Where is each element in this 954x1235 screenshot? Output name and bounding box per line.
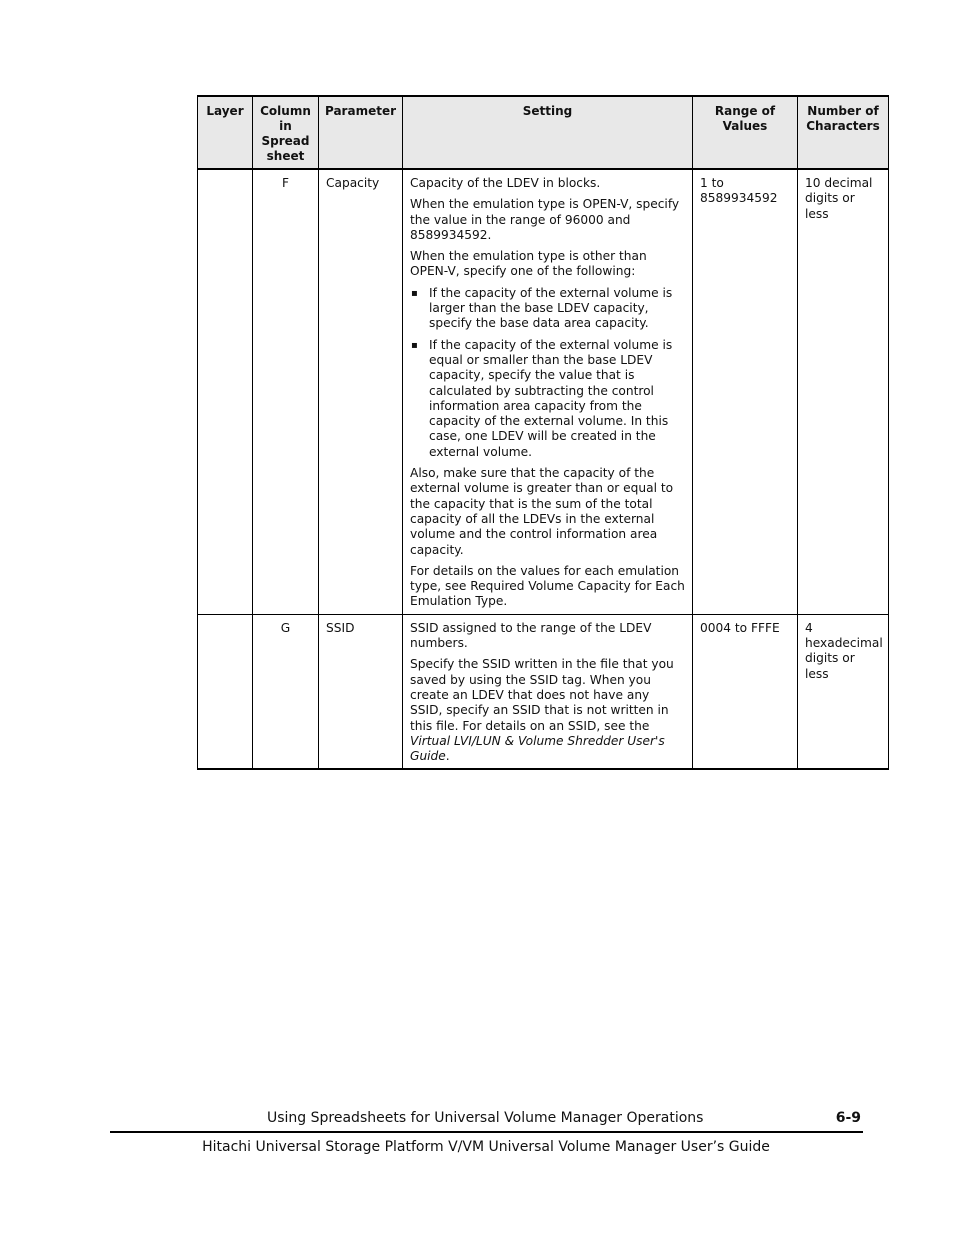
- table-row: [198, 614, 889, 769]
- header-parameter: Parameter: [319, 96, 403, 169]
- setting-paragraph: Capacity of the LDEV in blocks.: [410, 176, 601, 190]
- guide-reference: Virtual LVI/LUN & Volume Shredder User's Guide: [410, 733, 665, 764]
- setting-paragraph: SSID assigned to the range of the LDEV numbers.: [410, 620, 652, 651]
- cell-setting: [403, 614, 693, 769]
- setting-paragraph: For details on the values for each emulation type, see Required Volume Capacity for Each Emulation Type.: [410, 563, 685, 609]
- parameter-table: [197, 95, 889, 770]
- cell-layer: [198, 614, 253, 769]
- footer-divider: [110, 1131, 863, 1133]
- header-range: Range of Values: [693, 96, 798, 169]
- setting-bullet-list: [410, 286, 685, 460]
- cell-setting: [403, 169, 693, 614]
- setting-paragraph: Also, make sure that the capacity of the external volume is greater than or equal to the capacity that is the sum of the total capacity of all the LDEVs in the external volume and the control information area capacity.: [410, 466, 674, 557]
- setting-text: Specify the SSID written in the file that you saved by using the SSID tag. When you create an LDEV that does not have any SSID, specify an SSID that is not written in this file. For details on an SSID, see the: [410, 657, 674, 733]
- cell-column: F: [253, 169, 319, 614]
- cell-range: 0004 to FFFE: [693, 614, 798, 769]
- cell-layer: [198, 169, 253, 614]
- setting-paragraph: When the emulation type is other than OPEN-V, specify one of the following:: [410, 249, 647, 279]
- page-number: 6-9: [835, 1110, 861, 1126]
- bullet-icon: ▪: [411, 287, 418, 299]
- table-header-row: [198, 96, 889, 169]
- setting-text-end: .: [445, 749, 450, 764]
- header-setting: Setting: [403, 96, 693, 169]
- cell-range: 1 to 8589934592: [693, 169, 798, 614]
- cell-parameter: SSID: [319, 614, 403, 769]
- header-layer: Layer: [198, 96, 253, 169]
- bullet-icon: ▪: [411, 339, 418, 351]
- header-column: Column in Spread sheet: [253, 96, 319, 169]
- list-item: [410, 338, 685, 460]
- cell-parameter: Capacity: [319, 169, 403, 614]
- cell-chars: 10 decimal digits or less: [798, 169, 889, 614]
- list-item: [410, 286, 685, 332]
- bullet-text: If the capacity of the external volume is larger than the base LDEV capacity, specify the base data area capacity.: [429, 285, 673, 331]
- header-chars: Number of Characters: [798, 96, 889, 169]
- cell-column: G: [253, 614, 319, 769]
- setting-paragraph: When the emulation type is OPEN-V, specify the value in the range of 96000 and 8589934592.: [410, 197, 680, 242]
- cell-chars: 4 hexadecimal digits or less: [798, 614, 889, 769]
- table-row: [198, 169, 889, 614]
- bullet-text: If the capacity of the external volume is equal or smaller than the base LDEV capacity, specify the value that is calculated by subtracting the control information area capacity from the capacity of the external volume. In this case, one LDEV will be created in the external volume.: [429, 337, 673, 459]
- footer-section-title: Using Spreadsheets for Universal Volume Manager Operations: [267, 1110, 704, 1126]
- setting-paragraph: [410, 657, 685, 764]
- footer-guide-title: Hitachi Universal Storage Platform V/VM Universal Volume Manager User’s Guide: [202, 1139, 770, 1155]
